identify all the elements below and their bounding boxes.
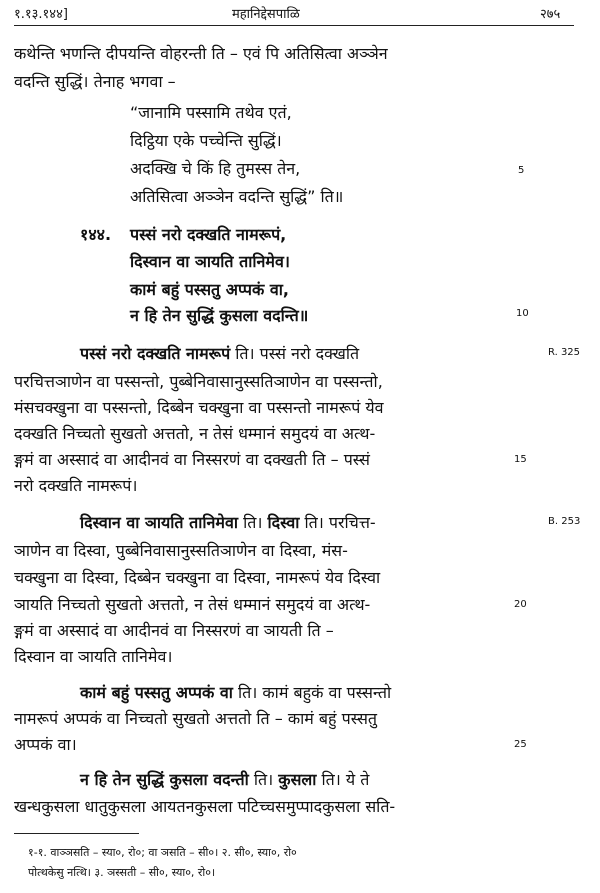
commentary-line — [80, 512, 376, 534]
commentary-line: चक्खुना वा दिस्वा, दिब्बेन चक्खुना वा दिस्वा, नामरूपं येव दिस्वा — [14, 568, 381, 587]
line-number: 10 — [516, 308, 529, 319]
line-number: 25 — [514, 739, 527, 750]
lemma: न हि तेन सुद्धिं कुसला वदन्ती — [80, 770, 249, 789]
footnote-line: पोत्थकेसु नत्थि। ३. ञस्सती – सी०, स्या०, रो०। — [28, 866, 216, 879]
commentary-line: ञायति निच्चतो सुखतो अत्ततो, न तेसं धम्मानं समुदयं वा अत्थ- — [14, 595, 371, 614]
commentary-line: दिस्वान वा ञायति तानिमेव। — [14, 647, 173, 666]
commentary-text: ति। कामं बहुकं वा पस्सन्तो — [232, 683, 392, 702]
lemma: पस्सं नरो दक्खति नामरूपं — [80, 344, 231, 363]
commentary-line: नरो दक्खति नामरूपं। — [14, 476, 138, 495]
verse-line: न हि तेन सुद्धिं कुसला वदन्ति॥ — [130, 306, 309, 325]
line-number: 15 — [514, 454, 527, 465]
commentary-line — [80, 769, 369, 791]
lemma: दिस्वा — [267, 513, 300, 532]
commentary-line: ङ्गमं वा अस्सादं वा आदीनवं वा निस्सरणं वा ञायती ति – — [14, 621, 334, 640]
edition-reference: B. 253 — [548, 516, 581, 527]
verse-line: पस्सं नरो दक्खति नामरूपं, — [130, 225, 287, 244]
verse-line: दिस्वान वा ञायति तानिमेव। — [130, 252, 290, 271]
quote-line: अतिसित्वा अञ्ञेन वदन्ति सुद्धिं” ति॥ — [130, 187, 344, 206]
text-line: वदन्ति सुद्धिं। तेनाह भगवा – — [14, 72, 176, 91]
header-section-ref: १.१३.१४४] — [14, 7, 68, 22]
text-line: कथेन्ति भणन्ति दीपयन्ति वोहरन्ती ति – एवं पि अतिसित्वा अञ्ञेन — [14, 44, 388, 63]
commentary-text: ति। — [248, 770, 279, 789]
commentary-line — [80, 343, 359, 365]
commentary-line: ञाणेन वा दिस्वा, पुब्बेनिवासानुस्सतिञाणेन वा दिस्वा, मंस- — [14, 541, 348, 560]
header-title: महानिद्देसपाळि — [232, 7, 300, 22]
verse-line: कामं बहुं पस्सतु अप्पकं वा, — [130, 280, 289, 299]
edition-reference: R. 325 — [548, 347, 581, 358]
commentary-text: ति। ये ते — [316, 770, 370, 789]
line-number: 20 — [514, 599, 527, 610]
header-page-number: २७५ — [540, 7, 561, 22]
lemma: कामं बहुं पस्सतु अप्पकं वा — [80, 683, 233, 702]
commentary-line: अप्पकं वा। — [14, 735, 77, 754]
commentary-line: ङ्गमं वा अस्सादं वा आदीनवं वा निस्सरणं वा दक्खती ति – पस्सं — [14, 450, 370, 469]
commentary-text: ति। परचित्त- — [299, 513, 376, 532]
quote-line: “जानामि पस्सामि तथेव एतं, — [130, 103, 292, 122]
commentary-line: खन्धकुसला धातुकुसला आयतनकुसला पटिच्चसमुप्पादकुसला सति- — [14, 797, 396, 816]
lemma: कुसला — [278, 770, 317, 789]
commentary-line: नामरूपं अप्पकं वा निच्चतो सुखतो अत्ततो ति – कामं बहुं पस्सतु — [14, 709, 378, 728]
footnote-line: १-१. वाञ्ञसति – स्या०, रो०; वा ञसति – सी०। २. सी०, स्या०, रो० — [28, 846, 297, 859]
quote-line: दिट्ठिया एके पच्चेन्ति सुद्धिं। — [130, 131, 282, 150]
header-rule — [14, 25, 574, 26]
line-number: 5 — [518, 165, 525, 176]
commentary-line: दक्खति निच्चतो सुखतो अत्ततो, न तेसं धम्मानं समुदयं वा अत्थ- — [14, 424, 376, 443]
commentary-text: ति। पस्सं नरो दक्खति — [230, 344, 360, 363]
commentary-line — [80, 682, 391, 704]
commentary-text: ति। — [238, 513, 268, 532]
quote-line: अदक्खि चे किं हि तुमस्स तेन, — [130, 159, 301, 178]
lemma: दिस्वान वा ञायति तानिमेवा — [80, 513, 238, 532]
commentary-line: परचित्तञाणेन वा पस्सन्तो, पुब्बेनिवासानुस्सतिञाणेन वा पस्सन्तो, — [14, 372, 383, 391]
footnote-rule — [14, 833, 139, 834]
commentary-line: मंसचक्खुना वा पस्सन्तो, दिब्बेन चक्खुना वा पस्सन्तो नामरूपं येव — [14, 398, 384, 417]
verse-number: १४४. — [80, 225, 112, 244]
